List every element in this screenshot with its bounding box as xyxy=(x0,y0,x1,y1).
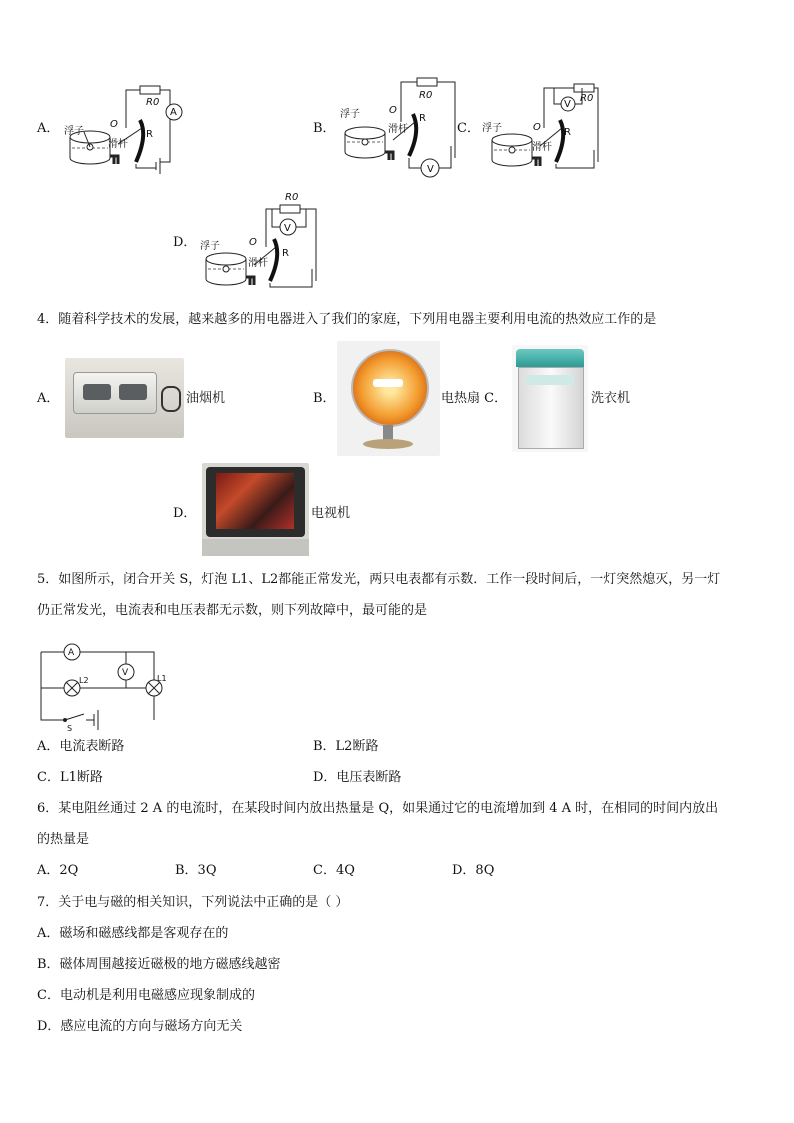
q4-option-a-letter: A． xyxy=(37,391,60,406)
float-label: 浮子 xyxy=(200,241,220,252)
lamp1-label: L1 xyxy=(157,674,167,683)
lever-label: 滑杆 xyxy=(108,139,128,150)
q5-option-a: A．电流表断路 xyxy=(37,739,125,754)
q5-circuit-diagram xyxy=(38,642,168,730)
q6-option-c: C．4Q xyxy=(313,863,355,878)
q6-option-b: B．3Q xyxy=(175,863,217,878)
q4-option-b-letter: B． xyxy=(313,391,336,406)
resistor-label: R xyxy=(146,129,153,140)
q4-option-c-label: 洗衣机 xyxy=(591,391,631,406)
q5-option-d: D．电压表断路 xyxy=(313,770,402,785)
q5-option-b: B．L2断路 xyxy=(313,739,379,754)
ammeter-label: A xyxy=(68,648,75,658)
meter-label: V xyxy=(284,223,291,234)
r0-label: R0 xyxy=(285,192,299,203)
q6-stem-line2: 的热量是 xyxy=(37,832,90,847)
float-label: 浮子 xyxy=(340,109,360,120)
q6-stem-line1: 6．某电阻丝通过 2 A 的电流时，在某段时间内放出热量是 Q，如果通过它的电流增加到 4 A 时，在相同的时间内放出 xyxy=(37,801,719,816)
resistor-label: R xyxy=(564,127,571,138)
lever-label: 滑杆 xyxy=(532,142,552,153)
r0-label: R0 xyxy=(419,90,433,101)
q4-option-d-label: 电视机 xyxy=(311,506,351,521)
option-letter: C． xyxy=(457,121,480,136)
q4-stem: 4．随着科学技术的发展，越来越多的用电器进入了我们的家庭，下列用电器主要利用电流的热效应工作的是 xyxy=(37,312,657,327)
lever-label: 滑杆 xyxy=(388,124,408,135)
q7-option-c: C．电动机是利用电磁感应现象制成的 xyxy=(37,988,255,1003)
q6-option-a: A．2Q xyxy=(37,863,79,878)
r0-label: R0 xyxy=(146,97,160,108)
q4-option-d-letter: D． xyxy=(173,506,197,521)
r0-label: R0 xyxy=(580,93,594,104)
q7-stem: 7．关于电与磁的相关知识，下列说法中正确的是（ ） xyxy=(37,895,349,910)
lever-label: 滑杆 xyxy=(248,258,268,269)
pivot-label: O xyxy=(389,105,397,116)
option-letter: B． xyxy=(313,121,336,136)
range-hood-image xyxy=(65,358,184,438)
q4-option-b-label: 电热扇 C． xyxy=(441,391,508,406)
q7-option-a: A．磁场和磁感线都是客观存在的 xyxy=(37,926,229,941)
q4-option-a-label: 油烟机 xyxy=(186,391,226,406)
q5-option-c: C．L1断路 xyxy=(37,770,103,785)
float-label: 浮子 xyxy=(482,123,502,134)
option-letter: A． xyxy=(37,121,60,136)
pivot-label: O xyxy=(533,122,541,133)
meter-label: A xyxy=(170,107,177,118)
q7-option-d: D．感应电流的方向与磁场方向无关 xyxy=(37,1019,243,1034)
washing-machine-image xyxy=(512,345,588,452)
meter-label: V xyxy=(564,99,571,110)
q6-option-d: D．8Q xyxy=(452,863,495,878)
pivot-label: O xyxy=(249,237,257,248)
switch-label: S xyxy=(67,724,73,733)
electric-heater-image xyxy=(337,341,440,456)
q5-stem-line1: 5．如图所示，闭合开关 S，灯泡 L1、L2都能正常发光，两只电表都有示数．工作一段时间后，一灯突然熄灭，另一灯 xyxy=(37,572,721,587)
meter-label: V xyxy=(427,164,434,175)
float-label: 浮子 xyxy=(64,126,84,137)
lamp2-label: L2 xyxy=(79,676,89,685)
pivot-label: O xyxy=(110,119,118,130)
resistor-label: R xyxy=(419,113,426,124)
voltmeter-label: V xyxy=(122,668,129,678)
television-image xyxy=(202,463,309,556)
q7-option-b: B．磁体周围越接近磁极的地方磁感线越密 xyxy=(37,957,281,972)
q5-stem-line2: 仍正常发光，电流表和电压表都无示数，则下列故障中，最可能的是 xyxy=(37,603,428,618)
option-letter: D． xyxy=(173,235,197,250)
resistor-label: R xyxy=(282,248,289,259)
